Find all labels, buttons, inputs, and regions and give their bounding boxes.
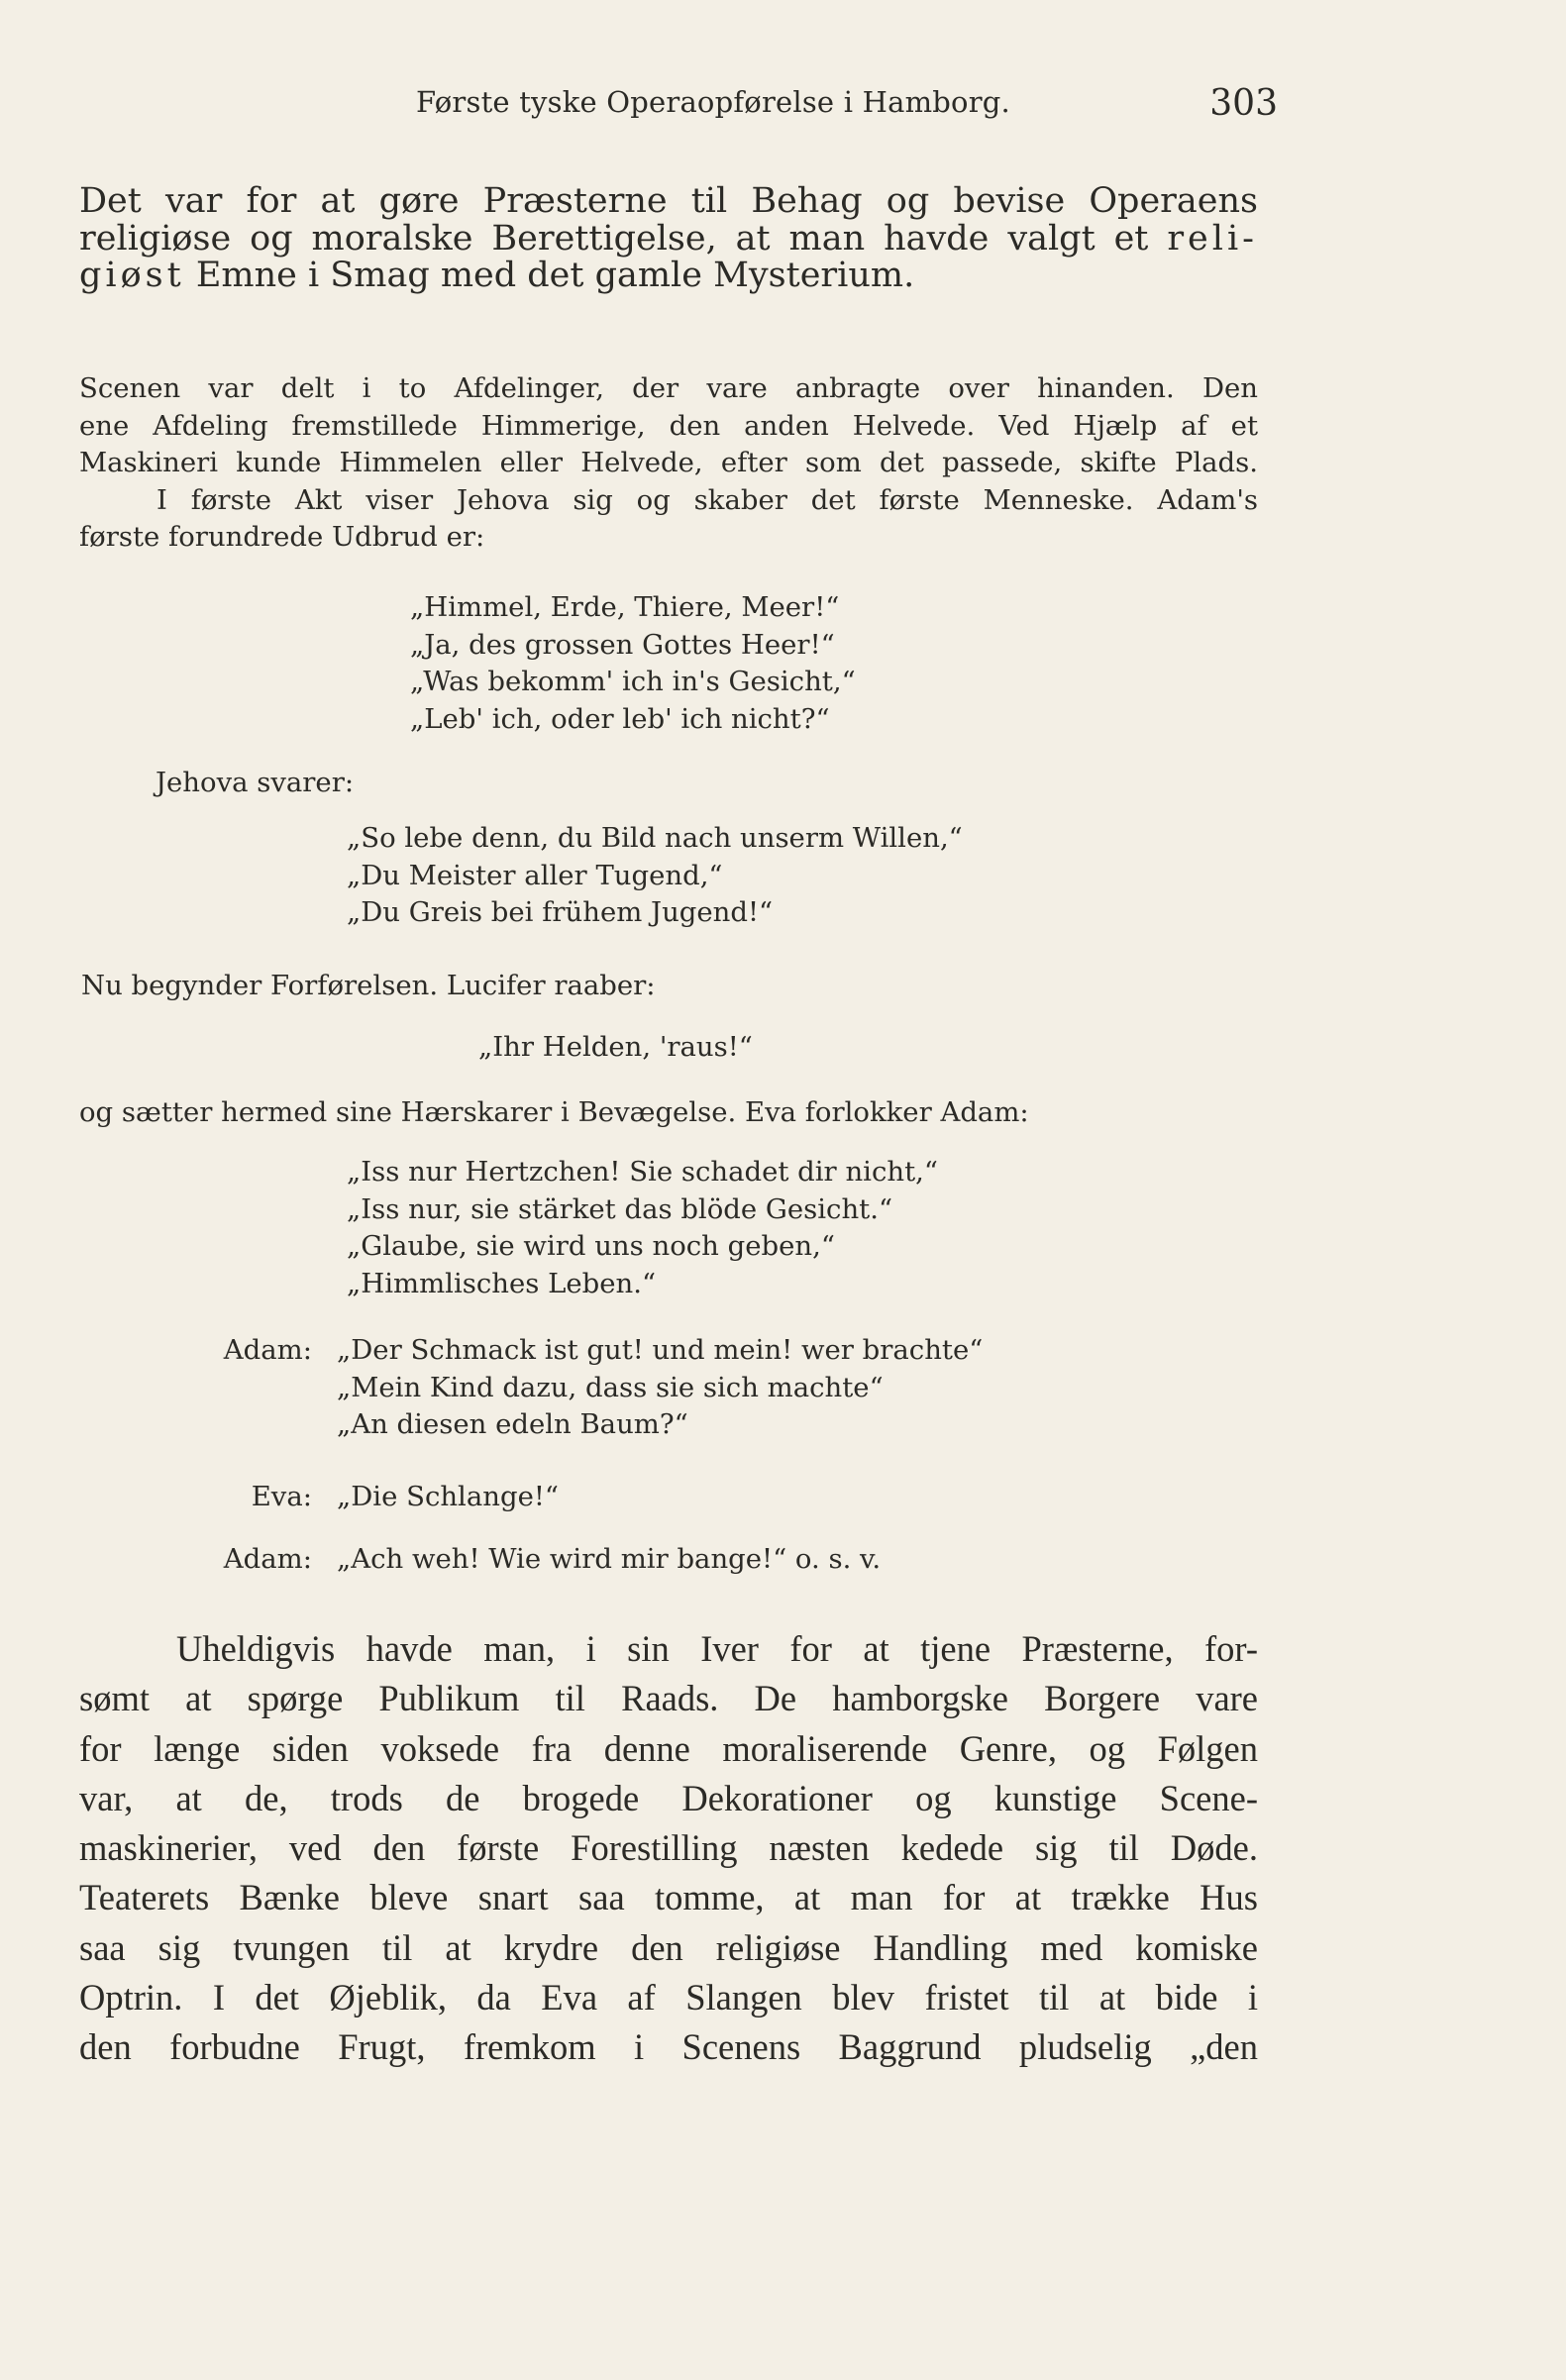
lead-line-2-text: religiøse og moralske Berettigelse, at man havde valgt et — [79, 218, 1149, 259]
lead-paragraph — [79, 174, 1258, 302]
running-head — [79, 85, 1278, 125]
verse-jehova — [347, 820, 963, 932]
verse-line: „Was bekomm' ich in's Gesicht,“ — [410, 666, 856, 697]
speech-line: „Der Schmack ist gut! und mein! wer brachte“ — [337, 1334, 984, 1366]
jehova-intro: Jehova svarer: — [156, 767, 355, 798]
speaker-name: Adam: — [223, 1543, 312, 1575]
verse-line: „Himmlisches Leben.“ — [347, 1267, 657, 1299]
verse-eva — [347, 1154, 938, 1302]
small-line: I første Akt viser Jehova sig og skaber det første Menneske. Adam's — [157, 483, 1258, 516]
page-number: 303 — [1209, 83, 1278, 124]
running-title: Første tyske Operaopførelse i Hamborg. — [416, 85, 1010, 119]
lucifer-intro: Nu begynder Forførelsen. Lucifer raaber: — [81, 970, 656, 1001]
speech-line: „Die Schlange!“ — [337, 1481, 559, 1512]
lead-line-1: Det var for at gøre Præsterne til Behag og bevise Operaens — [79, 181, 1258, 221]
closing-paragraph — [79, 1624, 1258, 2073]
closing-line: maskinerier, ved den første Forestilling næsten kedede sig til Døde. — [79, 1827, 1258, 1869]
closing-line: for længe siden voksede fra denne moraliserende Genre, og Følgen — [79, 1727, 1258, 1769]
closing-line: Optrin. I det Øjeblik, da Eva af Slangen blev fristet til at bide i — [79, 1977, 1258, 2018]
lead-line-3-spaced: giøst — [79, 256, 185, 295]
eva-intro: og sætter hermed sine Hærskarer i Bevægelse. Eva forlokker Adam: — [79, 1096, 1029, 1128]
lead-line-3-text: Emne i Smag med det gamle Mysterium. — [195, 256, 915, 295]
verse-line: „Iss nur, sie stärket das blöde Gesicht.“ — [347, 1192, 893, 1225]
speech — [337, 1541, 881, 1579]
verse-line: „Glaube, sie wird uns noch geben,“ — [347, 1230, 835, 1262]
verse-line: „Du Meister aller Tugend,“ — [347, 859, 723, 891]
verse-line: „So lebe denn, du Bild nach unserm Willen,“ — [347, 822, 963, 854]
closing-line: saa sig tvungen til at krydre den religiøse Handling med komiske — [79, 1926, 1258, 1968]
speech-line: „Mein Kind dazu, dass sie sich machte“ — [337, 1371, 884, 1403]
small-line: ene Afdeling fremstillede Himmerige, den anden Helvede. Ved Hjælp af et — [79, 409, 1258, 442]
lead-line-2-spaced: reli- — [1167, 218, 1258, 259]
closing-line: Teaterets Bænke bleve snart saa tomme, at man for at trække Hus — [79, 1877, 1258, 1918]
verse-line: „Leb' ich, oder leb' ich nicht?“ — [410, 702, 830, 735]
closing-line: Uheldigvis havde man, i sin Iver for at tjene Præsterne, for- — [176, 1628, 1258, 1669]
stage-description — [79, 370, 1258, 557]
verse-line: „Du Greis bei frühem Jugend!“ — [347, 896, 774, 928]
speech — [337, 1332, 983, 1444]
speech — [337, 1479, 559, 1516]
verse-adam — [410, 589, 856, 738]
lead-line-2 — [79, 212, 1258, 259]
verse-line: „Iss nur Hertzchen! Sie schadet dir nicht,“ — [347, 1156, 938, 1188]
speaker-name: Adam: — [223, 1334, 312, 1366]
speech-line: „Ach weh! Wie wird mir bange!“ o. s. v. — [337, 1543, 882, 1575]
speaker-name: Eva: — [251, 1481, 312, 1512]
closing-line: var, at de, trods de brogede Dekorationer og kunstige Scene- — [79, 1777, 1258, 1818]
small-line: første forundrede Udbrud er: — [79, 521, 485, 553]
small-line: Maskineri kunde Himmelen eller Helvede, efter som det passede, skifte Plads. — [79, 447, 1258, 478]
speech-line: „An diesen edeln Baum?“ — [337, 1408, 688, 1440]
verse-lucifer: „Ihr Helden, 'raus!“ — [478, 1031, 753, 1063]
closing-line: sømt at spørge Publikum til Raads. De hamborgske Borgere vare — [79, 1678, 1258, 1719]
small-line: Scenen var delt i to Afdelinger, der vare anbragte over hinanden. Den — [79, 372, 1258, 404]
closing-line: den forbudne Frugt, fremkom i Scenens Baggrund pludselig „den — [79, 2026, 1258, 2068]
verse-line: „Himmel, Erde, Thiere, Meer!“ — [410, 591, 840, 623]
verse-line: „Ja, des grossen Gottes Heer!“ — [410, 628, 835, 661]
